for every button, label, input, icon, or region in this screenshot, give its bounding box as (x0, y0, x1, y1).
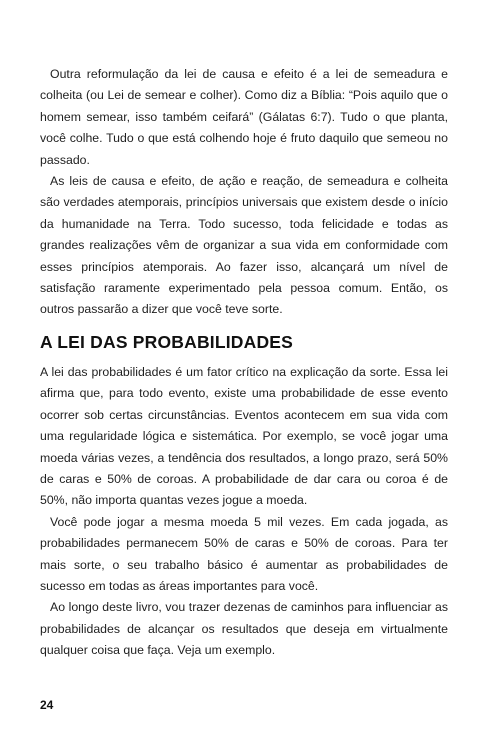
page-number: 24 (40, 698, 54, 712)
probabilities-text-block (40, 362, 448, 662)
paragraph: Outra reformulação da lei de causa e efeito é a lei de semeadura e colheita (ou Lei de semear e colher). Como diz a Bíblia: “Pois aquilo que o homem semear, isso também ceifará” (Gálatas 6:7). Tudo o que planta, você colhe. Tudo o que está colhendo hoje é fruto daquilo que semeou no passado. (40, 67, 448, 167)
section-heading: A LEI DAS PROBABILIDADES (40, 332, 294, 352)
paragraph: As leis de causa e efeito, de ação e reação, de semeadura e colheita são verdades atemporais, princípios universais que existem desde o início da humanidade na Terra. Todo sucesso, toda felicidade e todas as grandes realizações vêm de organizar a sua vida em conformidade com esses princípios atemporais. Ao fazer isso, alcançará um nível de satisfação raramente experimentado pela pessoa comum. Então, os outros passarão a dizer que você teve sorte. (40, 174, 448, 317)
paragraph: Você pode jogar a mesma moeda 5 mil vezes. Em cada jogada, as probabilidades permanecem 50% de caras e 50% de coroas. Para ter mais sorte, o seu trabalho básico é aumentar as probabilidades de sucesso em todas as áreas importantes para você. (40, 514, 448, 594)
paragraph: A lei das probabilidades é um fator crítico na explicação da sorte. Essa lei afirma que, para todo evento, existe uma probabilidade de esse evento ocorrer sob certas circunstâncias. Eventos acontecem em sua vida com uma regularidade lógica e sistemática. Por exemplo, se você jogar uma moeda várias vezes, a tendência dos resultados, a longo prazo, será 50% de caras e 50% de coroas. A probabilidade de dar cara ou coroa é de 50%, não importa quantas vezes jogue a moeda. (40, 365, 448, 508)
paragraph: Ao longo deste livro, vou trazer dezenas de caminhos para influenciar as probabilidades de alcançar os resultados que deseja em virtualmente qualquer coisa que faça. Veja um exemplo. (40, 600, 448, 658)
intro-text-block (40, 64, 448, 321)
